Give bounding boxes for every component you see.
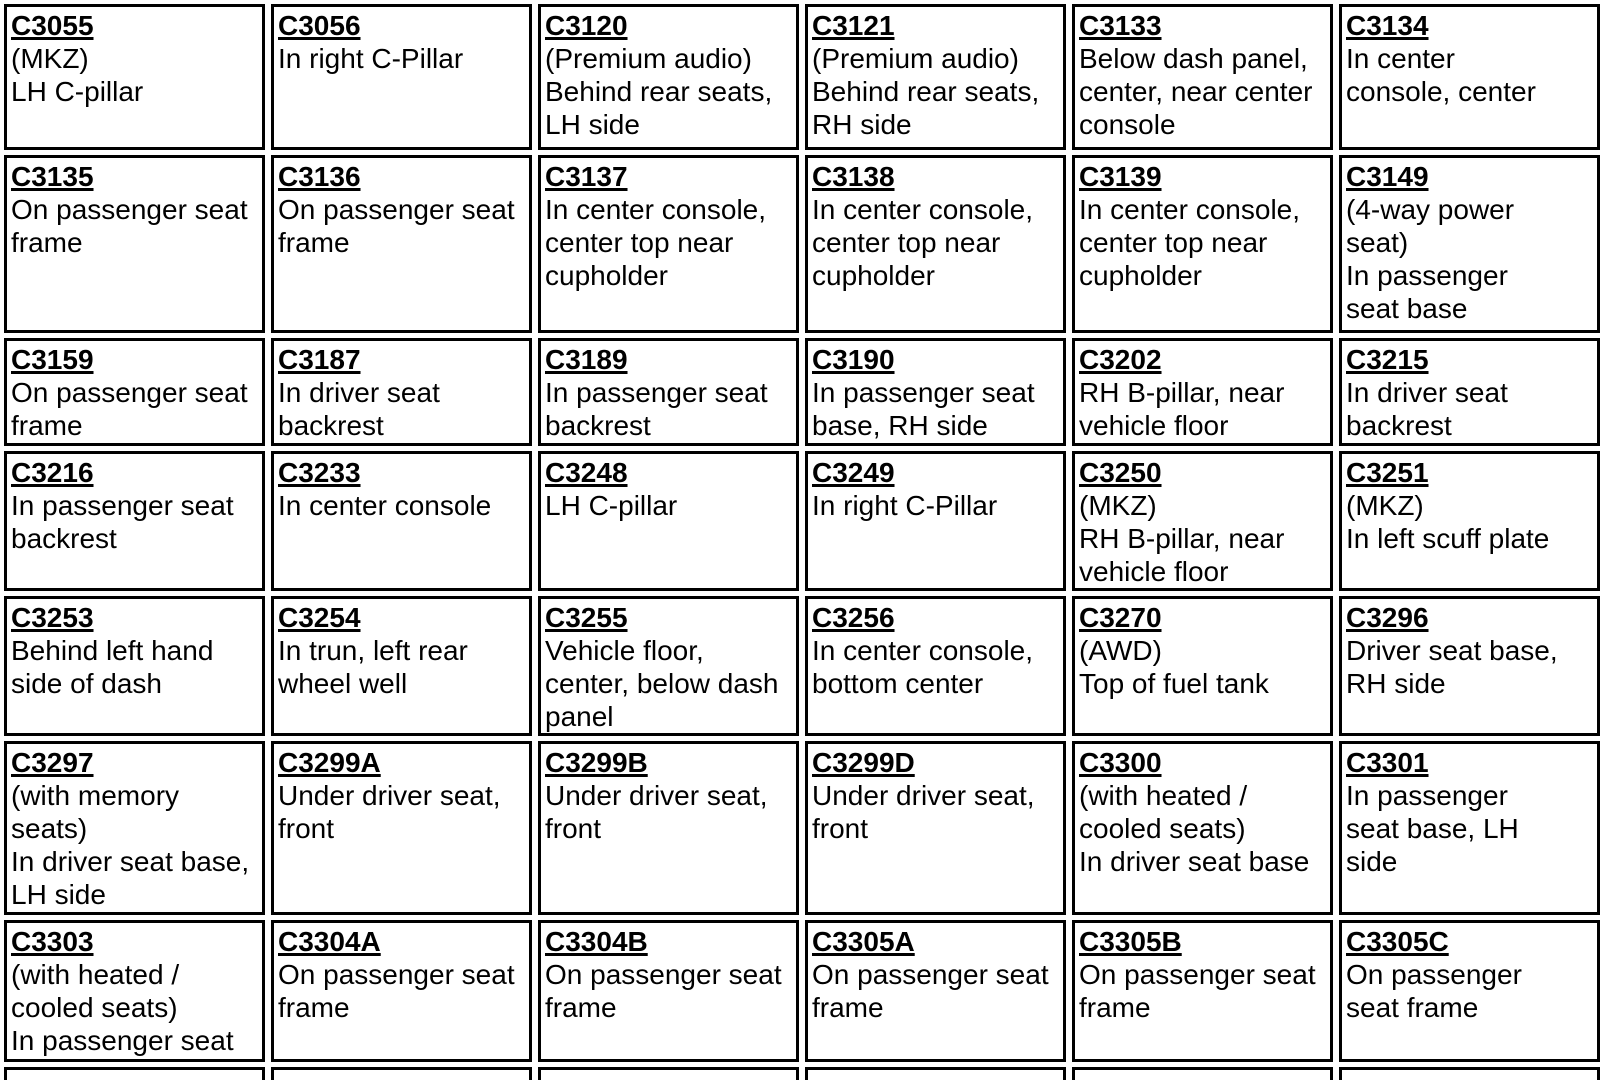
connector-location-text: frame: [278, 992, 350, 1023]
connector-location-text: On passenger: [1346, 959, 1522, 990]
connector-location-text: In passenger seat: [11, 1025, 234, 1056]
connector-location-text: backrest: [11, 523, 117, 554]
table-row: [4, 4, 1600, 150]
connector-id: C3149: [1346, 161, 1429, 192]
connector-id: C3134: [1346, 10, 1429, 41]
connector-location-text: RH side: [1346, 668, 1446, 699]
connector-cell: [1072, 338, 1333, 446]
connector-location-text: center, near center: [1079, 76, 1313, 107]
connector-location-text: Top of fuel tank: [1079, 668, 1269, 699]
connector-location-text: cupholder: [1079, 260, 1202, 291]
table-row: [4, 338, 1600, 446]
connector-id: C3270: [1079, 602, 1162, 633]
connector-id: C3255: [545, 602, 628, 633]
connector-id: C3120: [545, 10, 628, 41]
connector-cell: [1072, 920, 1333, 1062]
table-row: [4, 741, 1600, 915]
connector-location-text: In passenger seat: [545, 377, 768, 408]
connector-cell: [1339, 741, 1600, 915]
connector-cell: [805, 741, 1066, 915]
connector-cell: [4, 741, 265, 915]
connector-id: C3299B: [545, 747, 648, 778]
connector-cell: [1339, 451, 1600, 591]
connector-location-text: In center console,: [545, 194, 767, 225]
connector-location-text: In driver seat: [278, 377, 440, 408]
connector-cell: [4, 596, 265, 736]
connector-location-text: In center console,: [812, 635, 1034, 666]
connector-id: C3189: [545, 344, 628, 375]
connector-location-text: cooled seats): [1079, 813, 1246, 844]
connector-location-text: backrest: [545, 410, 651, 441]
connector-id: C3296: [1346, 602, 1429, 633]
connector-location-text: In center: [1346, 43, 1455, 74]
connector-location-text: seat frame: [1346, 992, 1479, 1023]
connector-id: C3121: [812, 10, 895, 41]
connector-location-text: (with heated /: [1079, 780, 1248, 811]
connector-cell: [805, 1067, 1066, 1080]
connector-id: C3135: [11, 161, 94, 192]
connector-id: C3136: [278, 161, 361, 192]
connector-cell: [538, 1067, 799, 1080]
connector-id: C3249: [812, 457, 895, 488]
connector-location-text: In center console,: [812, 194, 1034, 225]
connector-location-text: frame: [11, 227, 83, 258]
connector-location-text: frame: [11, 410, 83, 441]
connector-cell: [1072, 596, 1333, 736]
connector-location-text: cupholder: [545, 260, 668, 291]
connector-id: C3305C: [1346, 926, 1449, 957]
connector-id: C3159: [11, 344, 94, 375]
connector-location-text: RH B-pillar, near: [1079, 523, 1285, 554]
connector-cell: [538, 920, 799, 1062]
connector-location-text: frame: [278, 227, 350, 258]
connector-cell: [805, 4, 1066, 150]
connector-location-text: In right C-Pillar: [278, 43, 464, 74]
connector-location-text: In driver seat: [1346, 377, 1508, 408]
connector-id: C3299A: [278, 747, 381, 778]
connector-location-text: center top near: [1079, 227, 1268, 258]
connector-id: C3305B: [1079, 926, 1182, 957]
connector-location-text: Behind rear seats,: [812, 76, 1040, 107]
connector-id: C3251: [1346, 457, 1429, 488]
connector-id: C3256: [812, 602, 895, 633]
connector-location-text: Under driver seat,: [812, 780, 1035, 811]
connector-cell: [805, 155, 1066, 333]
connector-location-text: frame: [545, 992, 617, 1023]
table-row: [4, 1067, 1600, 1080]
connector-location-text: (AWD): [1079, 635, 1162, 666]
connector-location-text: seat base, LH: [1346, 813, 1519, 844]
connector-cell: [1072, 155, 1333, 333]
connector-cell: [1339, 1067, 1600, 1080]
connector-cell: [4, 4, 265, 150]
connector-id: C3253: [11, 602, 94, 633]
connector-id: C3303: [11, 926, 94, 957]
connector-cell: [1339, 338, 1600, 446]
connector-location-text: cupholder: [812, 260, 935, 291]
connector-location-text: LH C-pillar: [11, 76, 144, 107]
connector-location-text: vehicle floor: [1079, 556, 1229, 587]
connector-id: C3297: [11, 747, 94, 778]
connector-location-text: Vehicle floor,: [545, 635, 704, 666]
connector-location-text: In passenger seat: [11, 490, 234, 521]
connector-cell: [1339, 4, 1600, 150]
connector-id: C3233: [278, 457, 361, 488]
connector-cell: [538, 4, 799, 150]
connector-location-text: cooled seats): [11, 992, 178, 1023]
connector-location-text: In passenger seat: [812, 377, 1035, 408]
connector-id: C3250: [1079, 457, 1162, 488]
connector-id: C3305A: [812, 926, 915, 957]
connector-location-text: (Premium audio): [812, 43, 1019, 74]
connector-id: C3202: [1079, 344, 1162, 375]
connector-location-text: seat): [1346, 227, 1409, 258]
connector-cell: [538, 596, 799, 736]
connector-id: C3137: [545, 161, 628, 192]
connector-location-text: Under driver seat,: [278, 780, 501, 811]
connector-cell: [271, 4, 532, 150]
connector-cell: [805, 596, 1066, 736]
connector-cell: [1339, 155, 1600, 333]
connector-location-text: In center console,: [1079, 194, 1301, 225]
connector-cell: [4, 451, 265, 591]
connector-location-text: backrest: [278, 410, 384, 441]
connector-location-text: seat base: [1346, 293, 1468, 324]
connector-location-text: In right C-Pillar: [812, 490, 998, 521]
connector-location-text: center top near: [545, 227, 734, 258]
connector-cell: [805, 920, 1066, 1062]
connector-cell: [1339, 596, 1600, 736]
connector-location-text: On passenger seat: [1079, 959, 1316, 990]
connector-location-text: RH B-pillar, near: [1079, 377, 1285, 408]
connector-id: C3254: [278, 602, 361, 633]
connector-location-text: seats): [11, 813, 88, 844]
connector-location-text: frame: [812, 992, 884, 1023]
connector-location-text: (MKZ): [1346, 490, 1424, 521]
connector-cell: [271, 920, 532, 1062]
connector-cell: [271, 155, 532, 333]
connector-cell: [1072, 4, 1333, 150]
connector-location-text: center, below dash: [545, 668, 779, 699]
connector-location-text: front: [278, 813, 335, 844]
connector-cell: [538, 451, 799, 591]
connector-cell: [1072, 1067, 1333, 1080]
connector-location-text: (4-way power: [1346, 194, 1515, 225]
connector-location-text: (MKZ): [11, 43, 89, 74]
connector-location-text: Below dash panel,: [1079, 43, 1308, 74]
connector-cell: [271, 1067, 532, 1080]
connector-location-text: Driver seat base,: [1346, 635, 1558, 666]
connector-location-text: wheel well: [278, 668, 408, 699]
connector-location-text: front: [812, 813, 869, 844]
connector-id: C3187: [278, 344, 361, 375]
connector-id: C3248: [545, 457, 628, 488]
connector-location-text: In driver seat base: [1079, 846, 1310, 877]
connector-id: C3190: [812, 344, 895, 375]
connector-cell: [271, 741, 532, 915]
connector-location-text: side of dash: [11, 668, 162, 699]
connector-cell: [271, 451, 532, 591]
connector-id: C3056: [278, 10, 361, 41]
connector-cell: [4, 1067, 265, 1080]
connector-location-text: In center console: [278, 490, 492, 521]
connector-location-text: console: [1079, 109, 1176, 140]
connector-id: C3139: [1079, 161, 1162, 192]
connector-location-text: On passenger seat: [812, 959, 1049, 990]
connector-location-text: On passenger seat: [278, 959, 515, 990]
connector-location-text: In driver seat base,: [11, 846, 250, 877]
connector-location-text: backrest: [1346, 410, 1452, 441]
connector-location-text: vehicle floor: [1079, 410, 1229, 441]
connector-location-text: frame: [1079, 992, 1151, 1023]
connector-location-text: (Premium audio): [545, 43, 752, 74]
connector-cell: [538, 338, 799, 446]
connector-location-text: LH side: [545, 109, 640, 140]
connector-location-text: center top near: [812, 227, 1001, 258]
connector-id: C3304A: [278, 926, 381, 957]
connector-location-text: LH side: [11, 879, 106, 910]
connector-cell: [538, 155, 799, 333]
connector-location-text: base, RH side: [812, 410, 988, 441]
connector-id: C3055: [11, 10, 94, 41]
connector-location-text: In passenger: [1346, 780, 1508, 811]
connector-id: C3300: [1079, 747, 1162, 778]
connector-cell: [1072, 451, 1333, 591]
connector-cell: [805, 338, 1066, 446]
connector-location-text: side: [1346, 846, 1398, 877]
connector-cell: [4, 338, 265, 446]
connector-location-text: On passenger seat: [278, 194, 515, 225]
connector-location-text: bottom center: [812, 668, 984, 699]
connector-location-text: Behind left hand: [11, 635, 214, 666]
connector-cell: [538, 741, 799, 915]
connector-location-text: On passenger seat: [11, 377, 248, 408]
connector-id: C3133: [1079, 10, 1162, 41]
connector-id: C3304B: [545, 926, 648, 957]
connector-location-text: In passenger: [1346, 260, 1508, 291]
connector-id: C3216: [11, 457, 94, 488]
connector-location-text: console, center: [1346, 76, 1536, 107]
connector-location-text: (with memory: [11, 780, 180, 811]
connector-cell: [4, 920, 265, 1062]
connector-location-text: front: [545, 813, 602, 844]
connector-cell: [4, 155, 265, 333]
connector-location-text: RH side: [812, 109, 912, 140]
connector-location-text: LH C-pillar: [545, 490, 678, 521]
connector-location-text: Behind rear seats,: [545, 76, 773, 107]
connector-location-text: (MKZ): [1079, 490, 1157, 521]
connector-cell: [805, 451, 1066, 591]
connector-cell: [271, 596, 532, 736]
connector-location-text: panel: [545, 701, 614, 732]
table-row: [4, 451, 1600, 591]
table-row: [4, 920, 1600, 1062]
connector-location-text: On passenger seat: [545, 959, 782, 990]
connector-id: C3138: [812, 161, 895, 192]
connector-location-text: On passenger seat: [11, 194, 248, 225]
connector-id: C3299D: [812, 747, 915, 778]
connector-cell: [1339, 920, 1600, 1062]
connector-location-text: (with heated /: [11, 959, 180, 990]
connector-location-text: In left scuff plate: [1346, 523, 1550, 554]
connector-cell: [1072, 741, 1333, 915]
table-row: [4, 596, 1600, 736]
connector-id: C3215: [1346, 344, 1429, 375]
connector-location-text: In trun, left rear: [278, 635, 468, 666]
connector-id: C3301: [1346, 747, 1429, 778]
table-row: [4, 155, 1600, 333]
connector-location-text: Under driver seat,: [545, 780, 768, 811]
connector-cell: [271, 338, 532, 446]
